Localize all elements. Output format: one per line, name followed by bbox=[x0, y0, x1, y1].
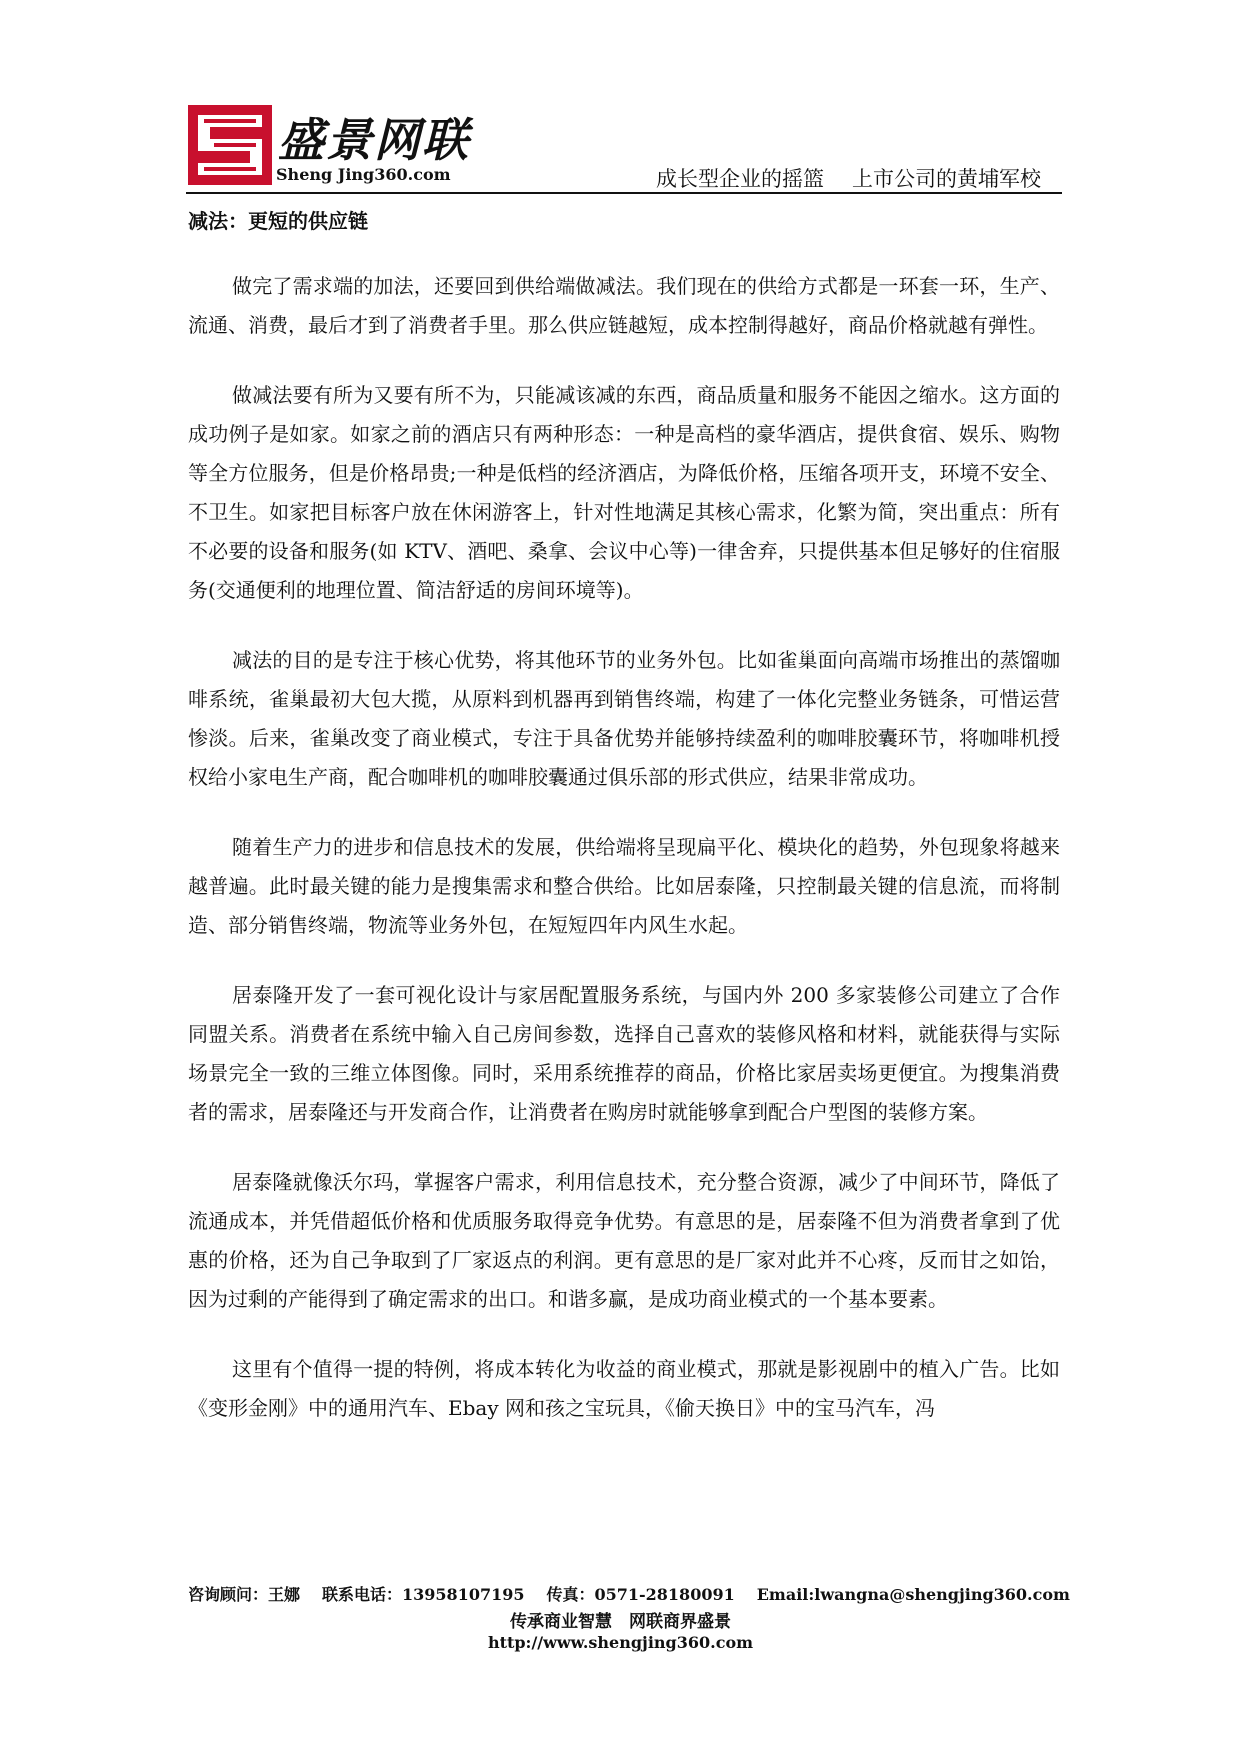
footer-motto: 传承商业智慧 网联商界盛景 bbox=[510, 1612, 731, 1632]
paragraph: 做减法要有所为又要有所不为，只能减该减的东西，商品质量和服务不能因之缩水。这方面的成功例子是如家。如家之前的酒店只有两种形态：一种是高档的豪华酒店，提供食宿、娱乐、购物等全方位服务，但是价格昂贵;一种是低档的经济酒店，为降低价格，压缩各项开支，环境不安全、不卫生。如家把目标客户放在休闲游客上，针对性地满足其核心需求，化繁为简，突出重点：所有不必要的设备和服务(如 KTV、酒吧、桑拿、会议中心等)一律舍弃，只提供基本但足够好的住宿服务(交通便利的地理位置、简洁舒适的房间环境等)。 bbox=[188, 383, 1060, 602]
paragraph: 随着生产力的进步和信息技术的发展，供给端将呈现扁平化、模块化的趋势，外包现象将越来越普遍。此时最关键的能力是搜集需求和整合供给。比如居泰隆，只控制最关键的信息流，而将制造、部分销售终端，物流等业务外包，在短短四年内风生水起。 bbox=[188, 835, 1060, 937]
paragraph: 减法的目的是专注于核心优势，将其他环节的业务外包。比如雀巢面向高端市场推出的蒸馏咖啡系统，雀巢最初大包大揽，从原料到机器再到销售终端，构建了一体化完整业务链条，可惜运营惨淡。后来，雀巢改变了商业模式，专注于具备优势并能够持续盈利的咖啡胶囊环节，将咖啡机授权给小家电生产商，配合咖啡机的咖啡胶囊通过俱乐部的形式供应，结果非常成功。 bbox=[188, 648, 1060, 789]
section-title: 减法：更短的供应链 bbox=[188, 209, 368, 233]
footer-contact bbox=[188, 1582, 1070, 1605]
header-rule bbox=[186, 192, 1062, 194]
paragraph: 做完了需求端的加法，还要回到供给端做减法。我们现在的供给方式都是一环套一环，生产、流通、消费，最后才到了消费者手里。那么供应链越短，成本控制得越好，商品价格就越有弹性。 bbox=[188, 274, 1060, 337]
footer-url[interactable]: http://www.shengjing360.com bbox=[487, 1633, 754, 1652]
footer-fax: 传真：0571-28180091 bbox=[546, 1585, 735, 1604]
footer-consultant: 咨询顾问：王娜 bbox=[188, 1585, 301, 1604]
header-slogan bbox=[656, 163, 1041, 193]
paragraph: 居泰隆开发了一套可视化设计与家居配置服务系统，与国内外 200 多家装修公司建立了合作同盟关系。消费者在系统中输入自己房间参数，选择自己喜欢的装修风格和材料，就能获得与实际场景完全一致的三维立体图像。同时，采用系统推荐的商品，价格比家居卖场更便宜。为搜集消费者的需求，居泰隆还与开发商合作，让消费者在购房时就能够拿到配合户型图的装修方案。 bbox=[188, 983, 1060, 1124]
footer-email[interactable]: Email:lwangna@shengjing360.com bbox=[756, 1585, 1070, 1604]
brand-name: 盛景网联 bbox=[278, 113, 470, 167]
paragraph: 这里有个值得一提的特例，将成本转化为收益的商业模式，那就是影视剧中的植入广告。比如《变形金刚》中的通用汽车、Ebay 网和孩之宝玩具，《偷天换日》中的宝马汽车，冯 bbox=[188, 1357, 1060, 1420]
slogan-part-2: 上市公司的黄埔军校 bbox=[852, 167, 1041, 191]
brand-url: Sheng Jing360.com bbox=[276, 165, 451, 184]
company-logo bbox=[188, 105, 272, 185]
slogan-part-1: 成长型企业的摇篮 bbox=[656, 167, 824, 191]
article-body bbox=[188, 267, 1060, 1459]
paragraph: 居泰隆就像沃尔玛，掌握客户需求，利用信息技术，充分整合资源，减少了中间环节，降低了流通成本，并凭借超低价格和优质服务取得竞争优势。有意思的是，居泰隆不但为消费者拿到了优惠的价格，还为自己争取到了厂家返点的利润。更有意思的是厂家对此并不心疼，反而甘之如饴，因为过剩的产能得到了确定需求的出口。和谐多赢，是成功商业模式的一个基本要素。 bbox=[188, 1170, 1060, 1311]
footer-phone: 联系电话：13958107195 bbox=[322, 1585, 525, 1604]
